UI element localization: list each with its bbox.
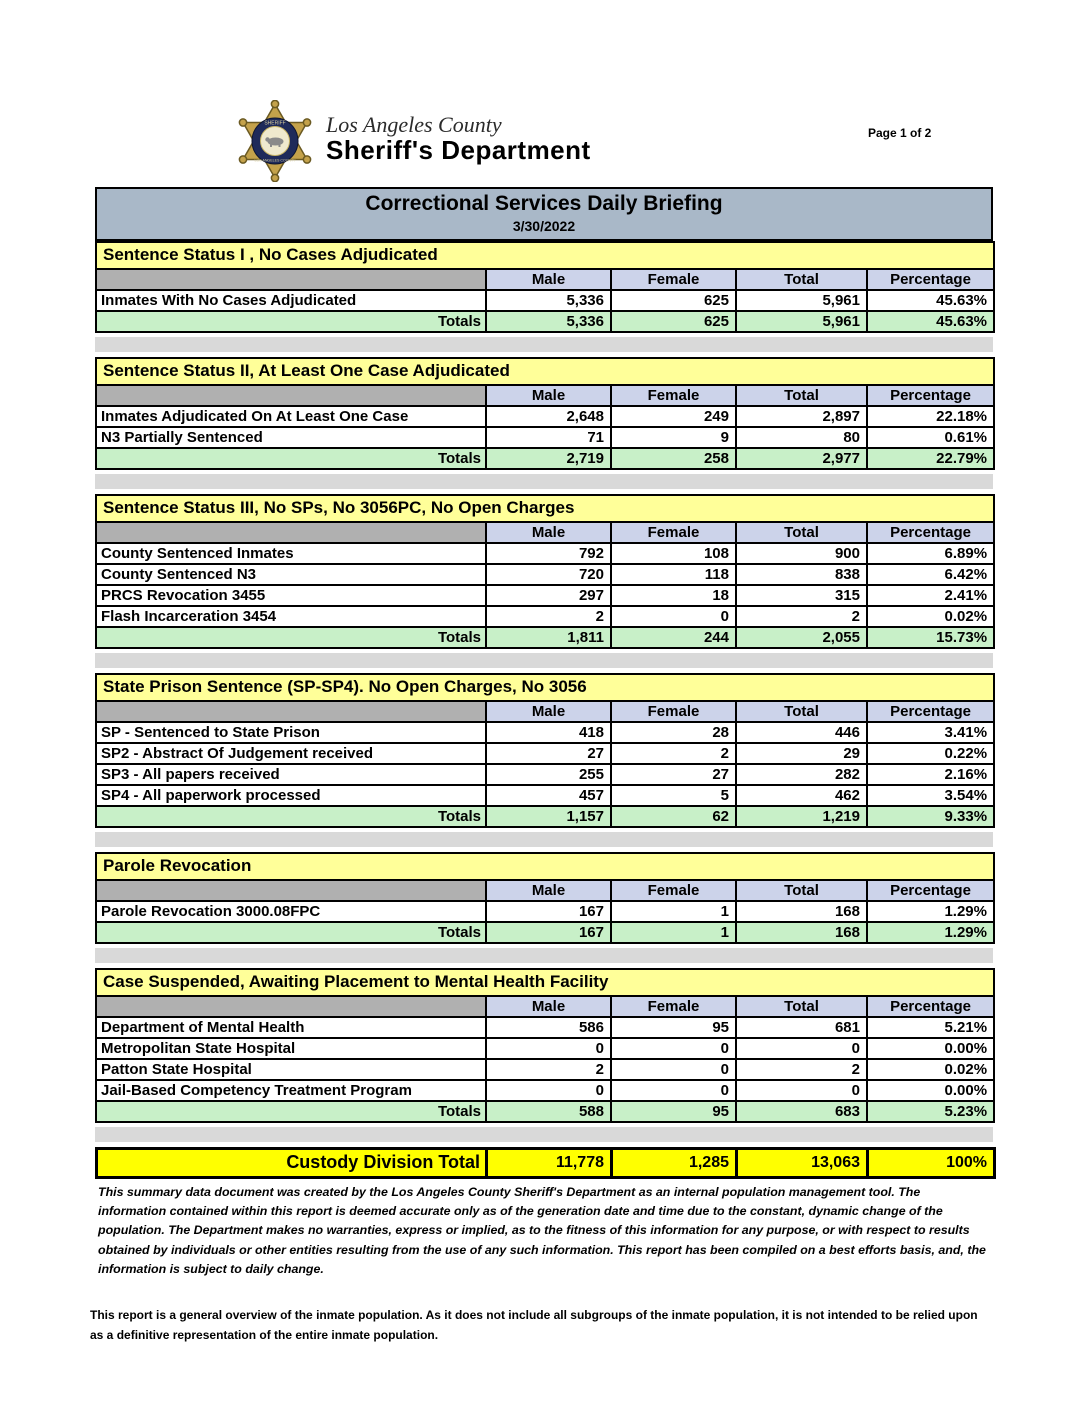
col-header-percentage: Percentage bbox=[867, 522, 994, 543]
cell-total: 5,961 bbox=[736, 311, 867, 332]
custody-total-label: Custody Division Total bbox=[97, 1149, 487, 1178]
row-label: Inmates With No Cases Adjudicated bbox=[96, 290, 486, 311]
col-header-male: Male bbox=[486, 701, 611, 722]
cell-female: 244 bbox=[611, 627, 736, 648]
col-header-total: Total bbox=[736, 880, 867, 901]
totals-row bbox=[96, 448, 994, 469]
table-row bbox=[96, 901, 994, 922]
col-header-percentage: Percentage bbox=[867, 996, 994, 1017]
cell-total: 683 bbox=[736, 1101, 867, 1122]
corner-cell bbox=[96, 996, 486, 1017]
totals-row bbox=[96, 922, 994, 943]
cell-percentage: 3.41% bbox=[867, 722, 994, 743]
col-header-total: Total bbox=[736, 385, 867, 406]
cell-total: 0 bbox=[736, 1080, 867, 1101]
cell-male: 586 bbox=[486, 1017, 611, 1038]
disclaimer-text: This summary data document was created by the Los Angeles County Sheriff's Department as an internal population management tool. The information contained within this report is deemed accurate only as of the generation date and time due to the constant, dynamic change of the population. The Department makes no warranties, express or implied, as to the fitness of this information for any purpose, or with respect to results obtained by individuals or other entities resulting from the use of any such information. This report has been compiled on a best efforts basis, and, the information is subject to daily change. bbox=[98, 1185, 986, 1276]
col-header-total: Total bbox=[736, 996, 867, 1017]
cell-percentage: 0.00% bbox=[867, 1038, 994, 1059]
cell-male: 2 bbox=[486, 606, 611, 627]
cell-female: 95 bbox=[611, 1017, 736, 1038]
cell-percentage: 2.41% bbox=[867, 585, 994, 606]
column-header-row bbox=[96, 701, 994, 722]
row-label: SP - Sentenced to State Prison bbox=[96, 722, 486, 743]
cell-total: 80 bbox=[736, 427, 867, 448]
svg-text:SHERIFF: SHERIFF bbox=[264, 120, 286, 127]
cell-female: 0 bbox=[611, 1059, 736, 1080]
col-header-male: Male bbox=[486, 522, 611, 543]
column-header-row bbox=[96, 522, 994, 543]
cell-total: 838 bbox=[736, 564, 867, 585]
cell-male: 11,778 bbox=[487, 1149, 612, 1178]
cell-total: 1,219 bbox=[736, 806, 867, 827]
cell-total: 5,961 bbox=[736, 290, 867, 311]
svg-text:LOS ANGELES COUNTY: LOS ANGELES COUNTY bbox=[254, 158, 296, 163]
col-header-female: Female bbox=[611, 996, 736, 1017]
cell-total: 282 bbox=[736, 764, 867, 785]
cell-male: 5,336 bbox=[486, 311, 611, 332]
cell-female: 1 bbox=[611, 922, 736, 943]
cell-total: 2,055 bbox=[736, 627, 867, 648]
cell-percentage: 2.16% bbox=[867, 764, 994, 785]
col-header-percentage: Percentage bbox=[867, 269, 994, 290]
cell-percentage: 22.79% bbox=[867, 448, 994, 469]
section-spacer bbox=[95, 653, 993, 668]
report-date: 3/30/2022 bbox=[512, 218, 576, 234]
cell-percentage: 0.22% bbox=[867, 743, 994, 764]
row-label: SP3 - All papers received bbox=[96, 764, 486, 785]
section-spacer bbox=[95, 474, 993, 489]
cell-male: 255 bbox=[486, 764, 611, 785]
section-spacer bbox=[95, 948, 993, 963]
cell-male: 27 bbox=[486, 743, 611, 764]
table-row bbox=[96, 543, 994, 564]
cell-percentage: 45.63% bbox=[867, 311, 994, 332]
cell-percentage: 1.29% bbox=[867, 901, 994, 922]
cell-female: 258 bbox=[611, 448, 736, 469]
column-header-row bbox=[96, 996, 994, 1017]
totals-row bbox=[96, 627, 994, 648]
cell-percentage: 0.02% bbox=[867, 606, 994, 627]
cell-male: 457 bbox=[486, 785, 611, 806]
cell-female: 625 bbox=[611, 290, 736, 311]
column-header-row bbox=[96, 385, 994, 406]
col-header-male: Male bbox=[486, 385, 611, 406]
page-number-label: Page 1 of 2 bbox=[868, 126, 932, 140]
col-header-total: Total bbox=[736, 269, 867, 290]
totals-label: Totals bbox=[96, 448, 486, 469]
cell-male: 297 bbox=[486, 585, 611, 606]
custody-division-total-table bbox=[95, 1147, 996, 1179]
cell-male: 2,648 bbox=[486, 406, 611, 427]
cell-percentage: 5.23% bbox=[867, 1101, 994, 1122]
cell-total: 2 bbox=[736, 1059, 867, 1080]
corner-cell bbox=[96, 522, 486, 543]
table-row bbox=[96, 785, 994, 806]
table-row bbox=[96, 1038, 994, 1059]
table-row bbox=[96, 722, 994, 743]
cell-total: 0 bbox=[736, 1038, 867, 1059]
corner-cell bbox=[96, 701, 486, 722]
cell-percentage: 0.00% bbox=[867, 1080, 994, 1101]
cell-female: 0 bbox=[611, 1038, 736, 1059]
totals-label: Totals bbox=[96, 806, 486, 827]
cell-female: 118 bbox=[611, 564, 736, 585]
report-title-bar bbox=[95, 187, 993, 241]
agency-name-line1: Los Angeles County bbox=[326, 112, 502, 137]
row-label: Flash Incarceration 3454 bbox=[96, 606, 486, 627]
section-table-sentence-status-1 bbox=[95, 241, 995, 333]
section-spacer bbox=[95, 832, 993, 847]
report-title: Correctional Services Daily Briefing bbox=[365, 192, 723, 215]
cell-male: 720 bbox=[486, 564, 611, 585]
col-header-female: Female bbox=[611, 701, 736, 722]
table-row bbox=[96, 743, 994, 764]
totals-label: Totals bbox=[96, 627, 486, 648]
cell-female: 27 bbox=[611, 764, 736, 785]
cell-male: 0 bbox=[486, 1038, 611, 1059]
table-row bbox=[96, 585, 994, 606]
cell-percentage: 5.21% bbox=[867, 1017, 994, 1038]
cell-female: 1 bbox=[611, 901, 736, 922]
totals-label: Totals bbox=[96, 922, 486, 943]
section-title: State Prison Sentence (SP-SP4). No Open Charges, No 3056 bbox=[96, 674, 994, 701]
table-row bbox=[96, 290, 994, 311]
cell-male: 167 bbox=[486, 901, 611, 922]
cell-total: 2,977 bbox=[736, 448, 867, 469]
corner-cell bbox=[96, 385, 486, 406]
cell-percentage: 0.61% bbox=[867, 427, 994, 448]
cell-percentage: 100% bbox=[868, 1149, 995, 1178]
section-table-mental-health bbox=[95, 968, 995, 1123]
section-table-sentence-status-2 bbox=[95, 357, 995, 470]
section-spacer bbox=[95, 337, 993, 352]
cell-percentage: 6.42% bbox=[867, 564, 994, 585]
col-header-total: Total bbox=[736, 701, 867, 722]
cell-total: 681 bbox=[736, 1017, 867, 1038]
cell-female: 9 bbox=[611, 427, 736, 448]
totals-row bbox=[96, 1101, 994, 1122]
cell-percentage: 15.73% bbox=[867, 627, 994, 648]
col-header-male: Male bbox=[486, 269, 611, 290]
agency-logo-text bbox=[326, 113, 591, 164]
row-label: Department of Mental Health bbox=[96, 1017, 486, 1038]
col-header-total: Total bbox=[736, 522, 867, 543]
row-label: SP4 - All paperwork processed bbox=[96, 785, 486, 806]
cell-female: 18 bbox=[611, 585, 736, 606]
cell-percentage: 0.02% bbox=[867, 1059, 994, 1080]
col-header-percentage: Percentage bbox=[867, 701, 994, 722]
bottom-note-text: This report is a general overview of the inmate population. As it does not include all subgroups of the inmate population, it is not intended to be relied upon as a definitive representation of the entire inmate population. bbox=[90, 1308, 978, 1343]
cell-percentage: 22.18% bbox=[867, 406, 994, 427]
table-row bbox=[96, 564, 994, 585]
cell-percentage: 1.29% bbox=[867, 922, 994, 943]
col-header-percentage: Percentage bbox=[867, 385, 994, 406]
cell-total: 29 bbox=[736, 743, 867, 764]
cell-female: 108 bbox=[611, 543, 736, 564]
cell-male: 588 bbox=[486, 1101, 611, 1122]
row-label: Jail-Based Competency Treatment Program bbox=[96, 1080, 486, 1101]
cell-male: 2 bbox=[486, 1059, 611, 1080]
cell-percentage: 3.54% bbox=[867, 785, 994, 806]
col-header-female: Female bbox=[611, 522, 736, 543]
column-header-row bbox=[96, 880, 994, 901]
row-label: Parole Revocation 3000.08FPC bbox=[96, 901, 486, 922]
section-table-sentence-status-3 bbox=[95, 494, 995, 649]
totals-label: Totals bbox=[96, 1101, 486, 1122]
cell-female: 62 bbox=[611, 806, 736, 827]
table-row bbox=[96, 427, 994, 448]
column-header-row bbox=[96, 269, 994, 290]
cell-male: 792 bbox=[486, 543, 611, 564]
row-label: PRCS Revocation 3455 bbox=[96, 585, 486, 606]
sheriff-badge-icon bbox=[234, 100, 316, 182]
section-table-state-prison bbox=[95, 673, 995, 828]
section-spacer bbox=[95, 1127, 993, 1142]
col-header-percentage: Percentage bbox=[867, 880, 994, 901]
table-row bbox=[96, 606, 994, 627]
cell-female: 5 bbox=[611, 785, 736, 806]
col-header-male: Male bbox=[486, 880, 611, 901]
cell-total: 13,063 bbox=[737, 1149, 868, 1178]
totals-row bbox=[96, 806, 994, 827]
agency-name-line2: Sheriff's Department bbox=[326, 135, 591, 166]
cell-female: 1,285 bbox=[612, 1149, 737, 1178]
cell-female: 28 bbox=[611, 722, 736, 743]
cell-female: 2 bbox=[611, 743, 736, 764]
cell-male: 0 bbox=[486, 1080, 611, 1101]
cell-total: 462 bbox=[736, 785, 867, 806]
col-header-female: Female bbox=[611, 269, 736, 290]
cell-percentage: 45.63% bbox=[867, 290, 994, 311]
totals-row bbox=[96, 311, 994, 332]
table-row bbox=[96, 764, 994, 785]
cell-total: 900 bbox=[736, 543, 867, 564]
cell-male: 71 bbox=[486, 427, 611, 448]
cell-female: 625 bbox=[611, 311, 736, 332]
cell-male: 167 bbox=[486, 922, 611, 943]
table-row bbox=[96, 1059, 994, 1080]
row-label: SP2 - Abstract Of Judgement received bbox=[96, 743, 486, 764]
cell-total: 168 bbox=[736, 922, 867, 943]
table-row bbox=[96, 406, 994, 427]
cell-female: 0 bbox=[611, 1080, 736, 1101]
corner-cell bbox=[96, 269, 486, 290]
report-body bbox=[95, 187, 993, 1179]
cell-female: 95 bbox=[611, 1101, 736, 1122]
cell-male: 2,719 bbox=[486, 448, 611, 469]
cell-total: 2 bbox=[736, 606, 867, 627]
cell-total: 315 bbox=[736, 585, 867, 606]
section-title: Sentence Status I , No Cases Adjudicated bbox=[96, 242, 994, 269]
cell-female: 249 bbox=[611, 406, 736, 427]
cell-percentage: 6.89% bbox=[867, 543, 994, 564]
section-title: Case Suspended, Awaiting Placement to Mental Health Facility bbox=[96, 969, 994, 996]
table-row bbox=[96, 1080, 994, 1101]
cell-total: 446 bbox=[736, 722, 867, 743]
row-label: Inmates Adjudicated On At Least One Case bbox=[96, 406, 486, 427]
row-label: Metropolitan State Hospital bbox=[96, 1038, 486, 1059]
corner-cell bbox=[96, 880, 486, 901]
cell-male: 1,811 bbox=[486, 627, 611, 648]
custody-total-row bbox=[97, 1149, 995, 1178]
cell-male: 1,157 bbox=[486, 806, 611, 827]
cell-male: 5,336 bbox=[486, 290, 611, 311]
cell-total: 168 bbox=[736, 901, 867, 922]
table-row bbox=[96, 1017, 994, 1038]
section-title: Sentence Status II, At Least One Case Adjudicated bbox=[96, 358, 994, 385]
row-label: Patton State Hospital bbox=[96, 1059, 486, 1080]
cell-percentage: 9.33% bbox=[867, 806, 994, 827]
totals-label: Totals bbox=[96, 311, 486, 332]
row-label: N3 Partially Sentenced bbox=[96, 427, 486, 448]
col-header-female: Female bbox=[611, 385, 736, 406]
cell-total: 2,897 bbox=[736, 406, 867, 427]
section-title: Parole Revocation bbox=[96, 853, 994, 880]
cell-male: 418 bbox=[486, 722, 611, 743]
cell-female: 0 bbox=[611, 606, 736, 627]
section-title: Sentence Status III, No SPs, No 3056PC, No Open Charges bbox=[96, 495, 994, 522]
col-header-female: Female bbox=[611, 880, 736, 901]
section-table-parole-revocation bbox=[95, 852, 995, 944]
row-label: County Sentenced N3 bbox=[96, 564, 486, 585]
col-header-male: Male bbox=[486, 996, 611, 1017]
row-label: County Sentenced Inmates bbox=[96, 543, 486, 564]
